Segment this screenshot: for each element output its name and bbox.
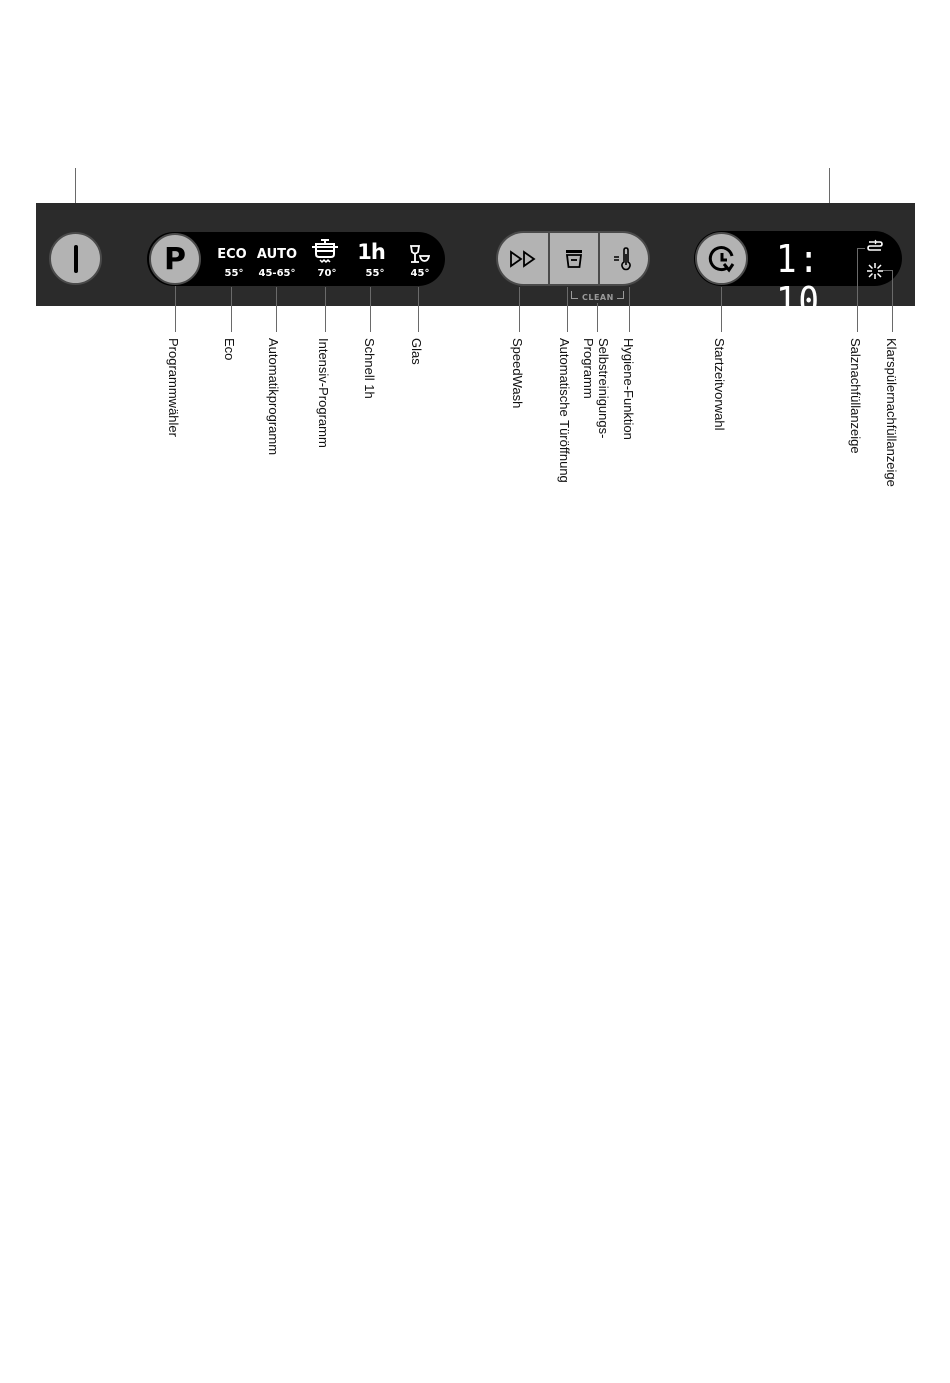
program-auto-name[interactable]: AUTO [256, 247, 298, 262]
door-icon [564, 249, 584, 269]
rinse-aid-icon [866, 262, 884, 280]
label-auto-door: Automatische Türöffnung [557, 338, 572, 483]
leader-eco [231, 287, 232, 332]
clean-label: CLEAN [582, 293, 614, 302]
leader-rinse-aid [892, 270, 893, 332]
label-rinse-aid-indicator: Klarspülernachfüllanzeige [884, 338, 899, 487]
label-speedwash: SpeedWash [510, 338, 525, 409]
leader-program-selector [175, 286, 176, 332]
salt-leader-bend [857, 248, 865, 249]
leader-auto [276, 287, 277, 332]
rinse-leader-bend [883, 270, 892, 271]
delay-start-button[interactable] [695, 232, 748, 285]
glass-icon[interactable] [408, 245, 430, 265]
label-delay-start: Startzeitvorwahl [712, 338, 727, 431]
leader-salt [857, 248, 858, 332]
clock-icon [707, 244, 737, 274]
label-intensive: Intensiv-Programm [316, 338, 331, 448]
label-eco: Eco [222, 338, 237, 361]
leader-intensive [325, 287, 326, 332]
program-intensive-temp: 70° [317, 268, 337, 279]
program-eco-temp: 55° [224, 268, 244, 279]
speedwash-button[interactable] [498, 233, 548, 284]
time-display: 1: 10 [776, 237, 821, 323]
fast-forward-icon [509, 250, 537, 268]
label-salt-indicator: Salznachfüllanzeige [848, 338, 863, 454]
auto-door-button[interactable] [550, 233, 598, 284]
leader-delay-start [721, 287, 722, 332]
program-selector-symbol: P [164, 241, 186, 277]
leader-quick [370, 287, 371, 332]
program-selector-button[interactable] [149, 233, 201, 285]
leader-glass [418, 287, 419, 332]
clean-bracket-right [617, 291, 624, 299]
program-glass-temp: 45° [410, 268, 430, 279]
clean-bracket-left [571, 291, 578, 299]
power-icon [74, 245, 78, 273]
leader-hygiene [629, 287, 630, 332]
leader-speedwash [519, 287, 520, 332]
pot-icon[interactable] [311, 238, 339, 264]
salt-icon [866, 239, 884, 254]
label-self-clean: Selbstreinigungs- Programm [581, 338, 611, 439]
label-quick: Schnell 1h [362, 338, 377, 399]
leader-auto-door [567, 287, 568, 332]
label-glass: Glas [409, 338, 424, 365]
program-auto-temp: 45-65° [258, 268, 296, 279]
program-quick-temp: 55° [365, 268, 385, 279]
power-button[interactable] [49, 232, 102, 285]
program-eco-name[interactable]: ECO [217, 247, 247, 262]
label-auto: Automatikprogramm [266, 338, 281, 456]
leader-self-clean [597, 303, 598, 332]
label-hygiene: Hygiene-Funktion [621, 338, 636, 440]
label-program-selector: Programmwähler [166, 338, 181, 437]
program-quick-name[interactable]: 1h [357, 240, 385, 264]
thermometer-icon [613, 247, 635, 271]
